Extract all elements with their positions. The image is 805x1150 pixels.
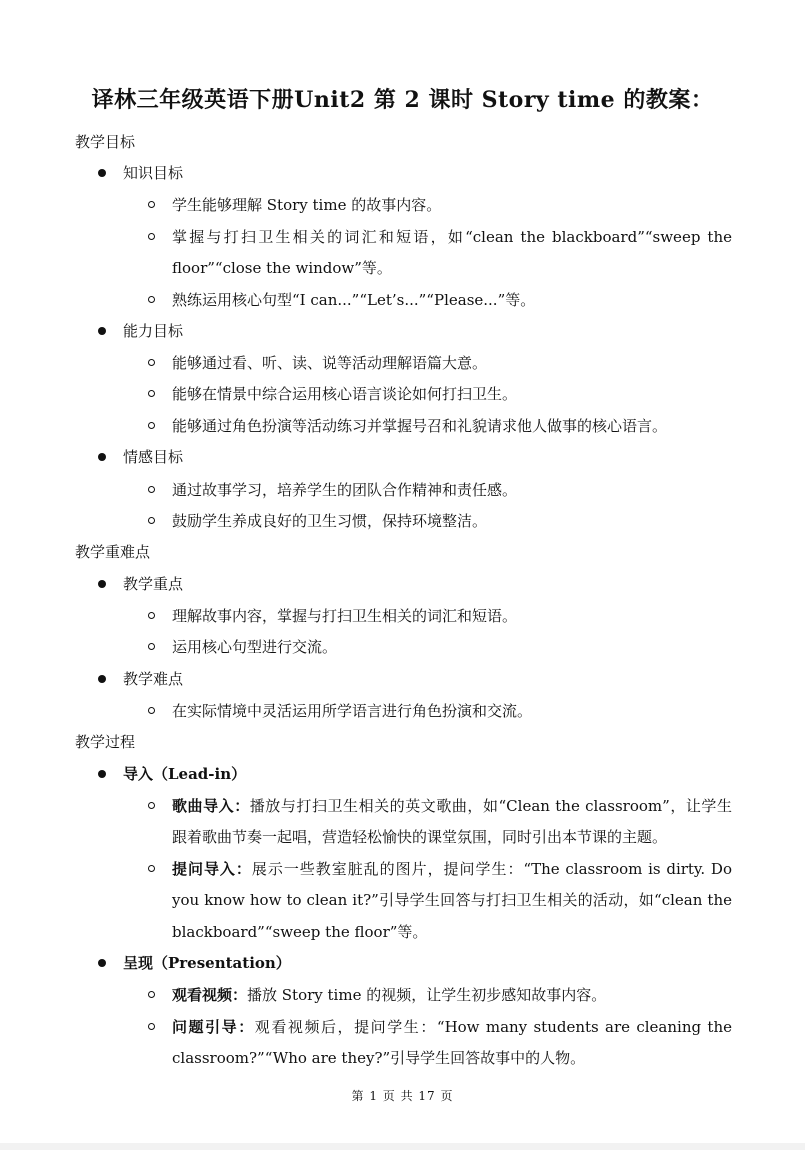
circle-bullet-icon <box>148 486 155 493</box>
subheading-key: 教学重点 <box>123 575 184 593</box>
circle-bullet-icon <box>148 707 155 714</box>
section-heading-process: 教学过程 <box>75 733 136 751</box>
section-heading-keypoints: 教学重难点 <box>75 543 151 561</box>
circle-bullet-icon <box>148 201 155 208</box>
item-label: 观看视频： <box>172 986 248 1004</box>
subheading-knowledge: 知识目标 <box>123 164 184 182</box>
section-heading-objectives: 教学目标 <box>75 133 136 151</box>
bullet-icon <box>98 453 106 461</box>
circle-bullet-icon <box>148 612 155 619</box>
subheading-leadin: 导入（Lead-in） <box>123 765 247 783</box>
item-label: 提问导入： <box>172 860 252 878</box>
circle-bullet-icon <box>148 1023 155 1030</box>
page-footer: 第 1 页 共 17 页 <box>351 1089 454 1103</box>
subheading-presentation: 呈现（Presentation） <box>123 954 291 972</box>
list-item-continuation: 跟着歌曲节奏一起唱，营造轻松愉快的课堂氛围，同时引出本节课的主题。 <box>172 828 668 846</box>
list-item-continuation: you know how to clean it?”引导学生回答与打扫卫生相关的活动，如“clean the <box>172 891 732 909</box>
bullet-icon <box>98 959 106 967</box>
circle-bullet-icon <box>148 802 155 809</box>
item-label: 问题引导： <box>172 1018 255 1036</box>
list-item: 掌握与打扫卫生相关的词汇和短语，如“clean the blackboard”“sweep the <box>172 228 732 246</box>
list-item: 熟练运用核心句型“I can...”“Let’s...”“Please...”等。 <box>172 291 536 309</box>
bullet-icon <box>98 327 106 335</box>
subheading-difficult: 教学难点 <box>123 670 184 688</box>
list-item: 运用核心句型进行交流。 <box>172 638 338 656</box>
subheading-emotion: 情感目标 <box>123 448 184 466</box>
circle-bullet-icon <box>148 517 155 524</box>
item-text: 播放与打扫卫生相关的英文歌曲，如“Clean the classroom”，让学生 <box>249 797 732 815</box>
item-text: 展示一些教室脏乱的图片，提问学生：“The classroom is dirty. Do <box>251 860 732 878</box>
circle-bullet-icon <box>148 991 155 998</box>
circle-bullet-icon <box>148 296 155 303</box>
list-item <box>172 795 732 817</box>
bullet-icon <box>98 770 106 778</box>
bullet-icon <box>98 169 106 177</box>
list-item: 理解故事内容，掌握与打扫卫生相关的词汇和短语。 <box>172 607 518 625</box>
bullet-icon <box>98 580 106 588</box>
list-item-continuation: classroom?”“Who are they?”引导学生回答故事中的人物。 <box>172 1049 586 1067</box>
list-item: 通过故事学习，培养学生的团队合作精神和责任感。 <box>172 481 518 499</box>
list-item: 在实际情境中灵活运用所学语言进行角色扮演和交流。 <box>172 702 533 720</box>
list-item: 能够通过看、听、读、说等活动理解语篇大意。 <box>172 354 488 372</box>
circle-bullet-icon <box>148 865 155 872</box>
circle-bullet-icon <box>148 390 155 397</box>
list-item <box>172 858 732 880</box>
list-item: 能够通过角色扮演等活动练习并掌握号召和礼貌请求他人做事的核心语言。 <box>172 417 668 435</box>
item-label: 歌曲导入： <box>172 797 250 815</box>
list-item: 学生能够理解 Story time 的故事内容。 <box>172 196 442 214</box>
bullet-icon <box>98 675 106 683</box>
list-item <box>172 984 606 1006</box>
item-text: 播放 Story time 的视频，让学生初步感知故事内容。 <box>247 986 607 1004</box>
list-item <box>172 1016 732 1038</box>
circle-bullet-icon <box>148 359 155 366</box>
circle-bullet-icon <box>148 643 155 650</box>
list-item: 能够在情景中综合运用核心语言谈论如何打扫卫生。 <box>172 385 518 403</box>
list-item-continuation: blackboard”“sweep the floor”等。 <box>172 923 428 941</box>
item-text: 观看视频后，提问学生：“How many students are cleaning the <box>254 1018 732 1036</box>
list-item: 鼓励学生养成良好的卫生习惯，保持环境整洁。 <box>172 512 488 530</box>
page-title: 译林三年级英语下册Unit2 第 2 课时 Story time 的教案： <box>91 87 714 113</box>
subheading-ability: 能力目标 <box>123 322 184 340</box>
circle-bullet-icon <box>148 233 155 240</box>
circle-bullet-icon <box>148 422 155 429</box>
list-item-continuation: floor”“close the window”等。 <box>172 259 392 277</box>
